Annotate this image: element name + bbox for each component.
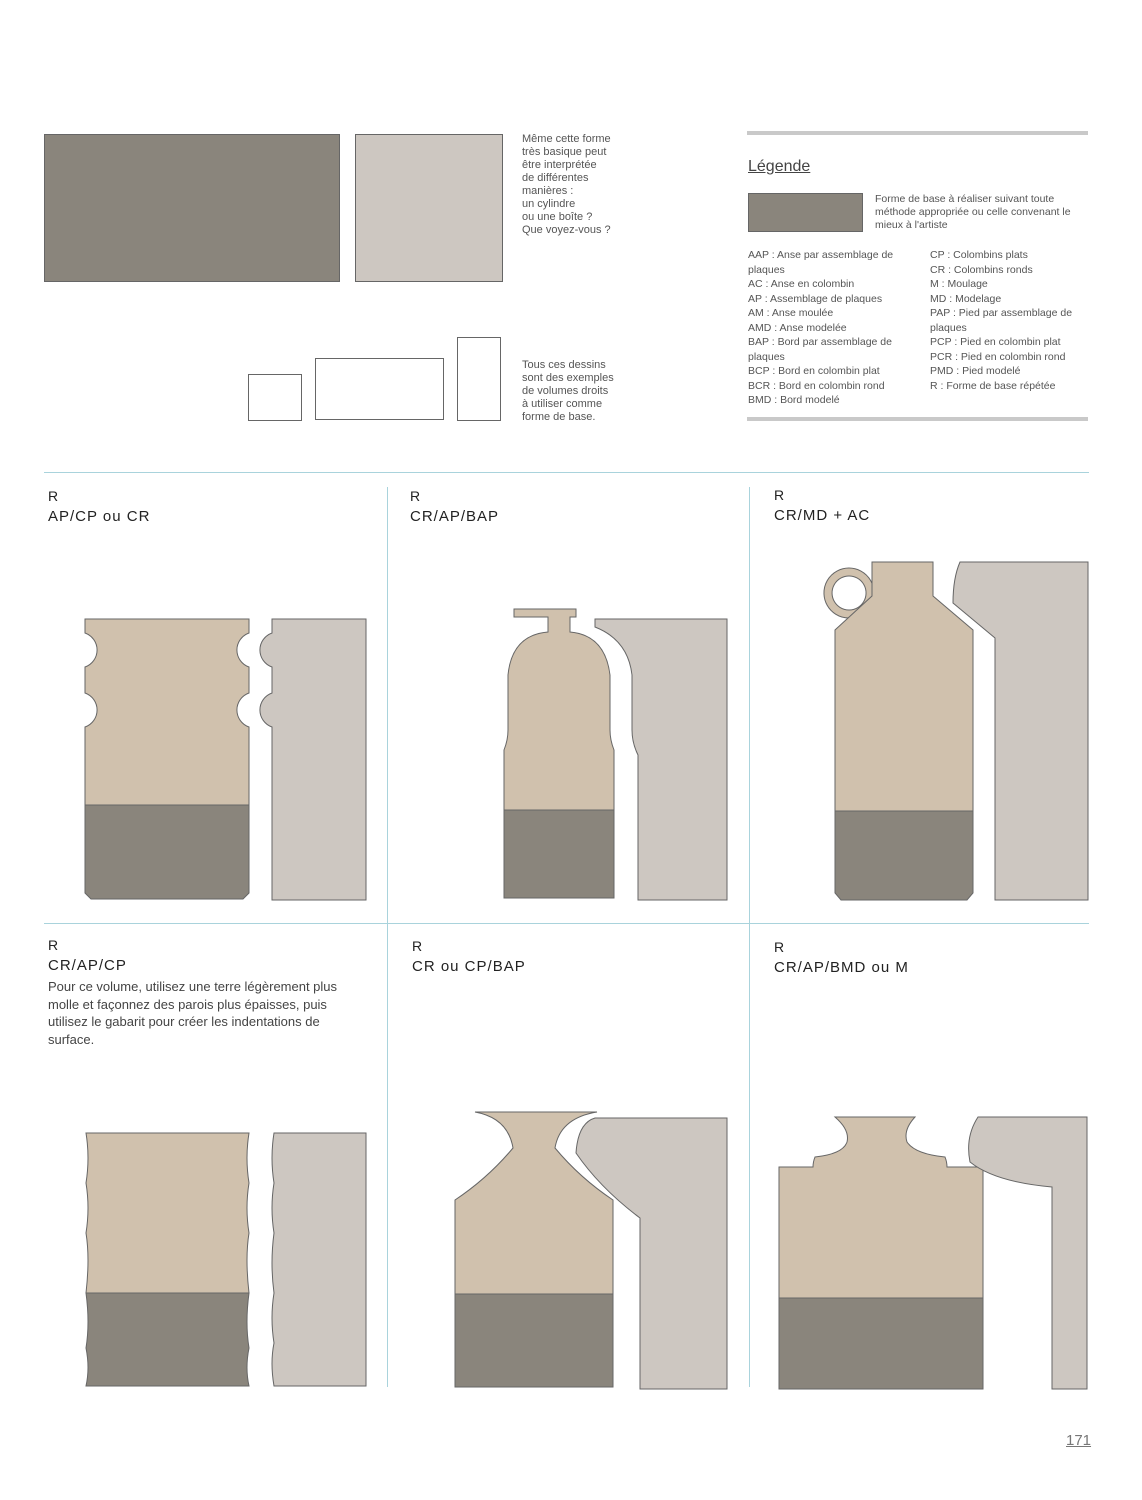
vessel-1-base [85, 805, 249, 899]
vessel-2-template [595, 619, 727, 900]
vessel-2-body [504, 609, 614, 810]
grid-line-top [44, 472, 1089, 473]
cell-4-note: Pour ce volume, utilisez une terre légèrement plus molle et façonnez des parois plus épaisses, puis utilisez le gabarit pour créer les indentations de surface. [48, 979, 338, 1047]
legend-left-list [748, 248, 913, 408]
vessel-3-base [835, 811, 973, 900]
grid-line-middle [44, 923, 1089, 924]
vessel-4-template [272, 1133, 366, 1386]
vessel-5-drawing [450, 1108, 732, 1398]
example-small-box [248, 374, 302, 421]
example-wide-box [315, 358, 444, 420]
legend-item: PCR : Pied en colombin rond [930, 350, 1066, 363]
page-number: 171 [1066, 1432, 1092, 1449]
cell-6-r: R [774, 939, 786, 955]
vessel-2-base [504, 810, 614, 898]
legend-item: BAP : Bord par assemblage de plaques [748, 336, 892, 363]
legend-title: Légende [748, 158, 811, 175]
vessel-5-base [455, 1294, 613, 1387]
vessel-6-template [969, 1117, 1087, 1389]
vessel-1-drawing [80, 615, 372, 905]
legend-item: M : Moulage [930, 278, 988, 290]
cell-5-r: R [412, 938, 424, 954]
vessel-6-body [779, 1117, 983, 1298]
legend-bottom-bar [747, 417, 1088, 421]
legend-item: CP : Colombins plats [930, 249, 1028, 261]
legend-swatch [748, 193, 863, 232]
legend-item: MD : Modelage [930, 292, 1002, 305]
grid-divider-2 [749, 487, 750, 1387]
vessel-4-drawing [80, 1128, 372, 1393]
vessel-4-base [86, 1293, 249, 1386]
legend-item: CR : Colombins ronds [930, 263, 1033, 276]
legend-item: PMD : Pied modelé [930, 365, 1021, 377]
basic-form-dark-rect [44, 134, 340, 282]
basic-form-caption: Même cette forme très basique peut être interprétée de différentes manières : un cylindre ou une boîte ? Que voyez-vous ? [522, 133, 611, 236]
vessel-1-body [85, 619, 249, 805]
cell-3-r: R [774, 487, 786, 503]
cell-5-code: CR ou CP/BAP [412, 958, 526, 975]
legend-right-list [930, 248, 1088, 393]
cell-6-code: CR/AP/BMD ou M [774, 959, 909, 976]
cell-2-r: R [410, 488, 422, 504]
vessel-6-drawing [775, 1112, 1093, 1397]
example-tall-box [457, 337, 501, 421]
cell-4-code: CR/AP/CP [48, 957, 127, 974]
cell-3-code: CR/MD + AC [774, 507, 871, 524]
legend-item: AC : Anse en colombin [748, 278, 855, 290]
cell-1-code: AP/CP ou CR [48, 508, 151, 525]
vessel-1-template [260, 619, 366, 900]
legend-item: BCP : Bord en colombin plat [748, 365, 880, 377]
basic-form-light-rect [355, 134, 503, 282]
legend-item: PAP : Pied par assemblage de plaques [930, 307, 1073, 334]
legend-item: BCR : Bord en colombin rond [748, 379, 885, 392]
legend-swatch-text: Forme de base à réaliser suivant toute méthode appropriée ou celle convenant le mieux à l'artiste [875, 193, 1071, 231]
cell-4-r: R [48, 937, 60, 953]
cell-1-r: R [48, 488, 60, 504]
vessel-6-base [779, 1298, 983, 1389]
legend-item: PCP : Pied en colombin plat [930, 336, 1061, 348]
legend-top-bar [747, 131, 1088, 135]
vessel-3-body [835, 562, 973, 811]
vessel-3-drawing [815, 558, 1095, 908]
legend-item: AMD : Anse modelée [748, 321, 847, 334]
legend-item: AP : Assemblage de plaques [748, 292, 883, 305]
examples-caption: Tous ces dessins sont des exemples de volumes droits à utiliser comme forme de base. [522, 359, 614, 423]
cell-2-code: CR/AP/BAP [410, 508, 500, 525]
legend-item: R : Forme de base répétée [930, 379, 1056, 392]
vessel-4-body [86, 1133, 249, 1293]
legend-item: AAP : Anse par assemblage de plaques [748, 249, 894, 276]
legend-item: AM : Anse moulée [748, 307, 834, 319]
legend-item: BMD : Bord modelé [748, 394, 840, 406]
grid-divider-1 [387, 487, 388, 1387]
vessel-2-drawing [490, 605, 732, 905]
